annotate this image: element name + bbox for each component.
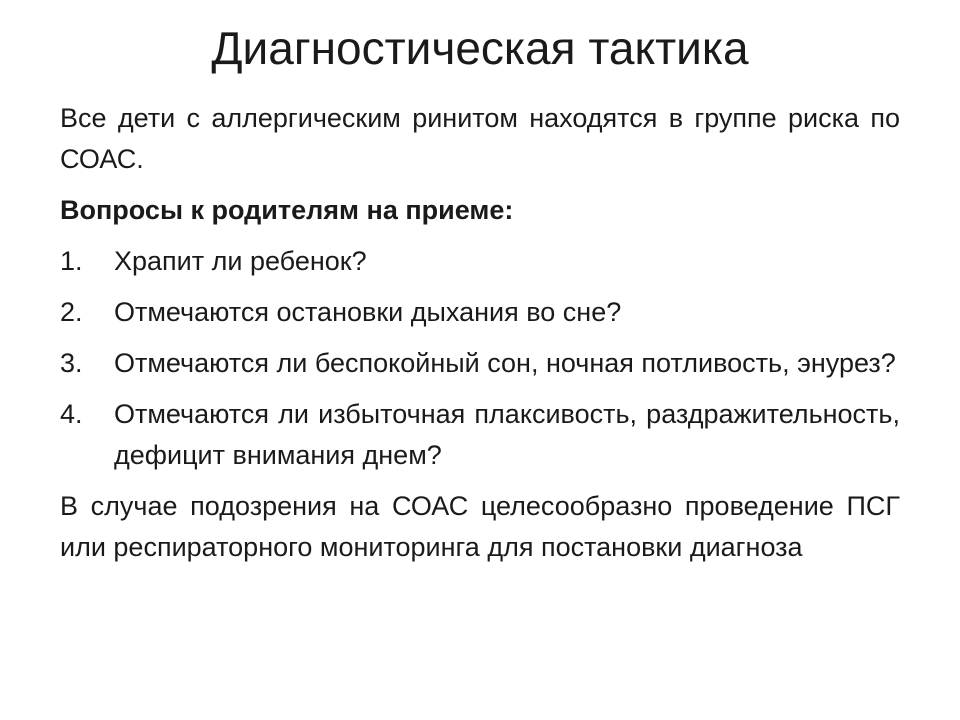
list-item-number: 2. [60, 297, 83, 327]
list-item [60, 241, 900, 282]
conclusion-paragraph: В случае подозрения на СОАС целесообразно проведение ПСГ или респираторного мониторинга для постановки диагноза [60, 491, 900, 562]
list-item-number: 1. [60, 246, 83, 276]
list-item-text: Отмечаются остановки дыхания во сне? [114, 297, 622, 327]
list-item [60, 292, 900, 333]
list-item-text: Отмечаются ли избыточная плаксивость, раздражительность, дефицит внимания днем? [114, 399, 900, 470]
list-item [60, 394, 900, 476]
list-item-text: Храпит ли ребенок? [114, 246, 367, 276]
questions-list [60, 241, 900, 476]
list-item-number: 4. [60, 399, 83, 429]
list-item-text: Отмечаются ли беспокойный сон, ночная потливость, энурез? [114, 348, 896, 378]
list-item [60, 343, 900, 384]
list-item-number: 3. [60, 348, 83, 378]
intro-paragraph: Все дети с аллергическим ринитом находятся в группе риска по СОАС. [60, 103, 900, 174]
questions-heading: Вопросы к родителям на приеме: [60, 195, 514, 225]
slide-title: Диагностическая тактика [211, 22, 749, 74]
slide-body [60, 98, 900, 578]
